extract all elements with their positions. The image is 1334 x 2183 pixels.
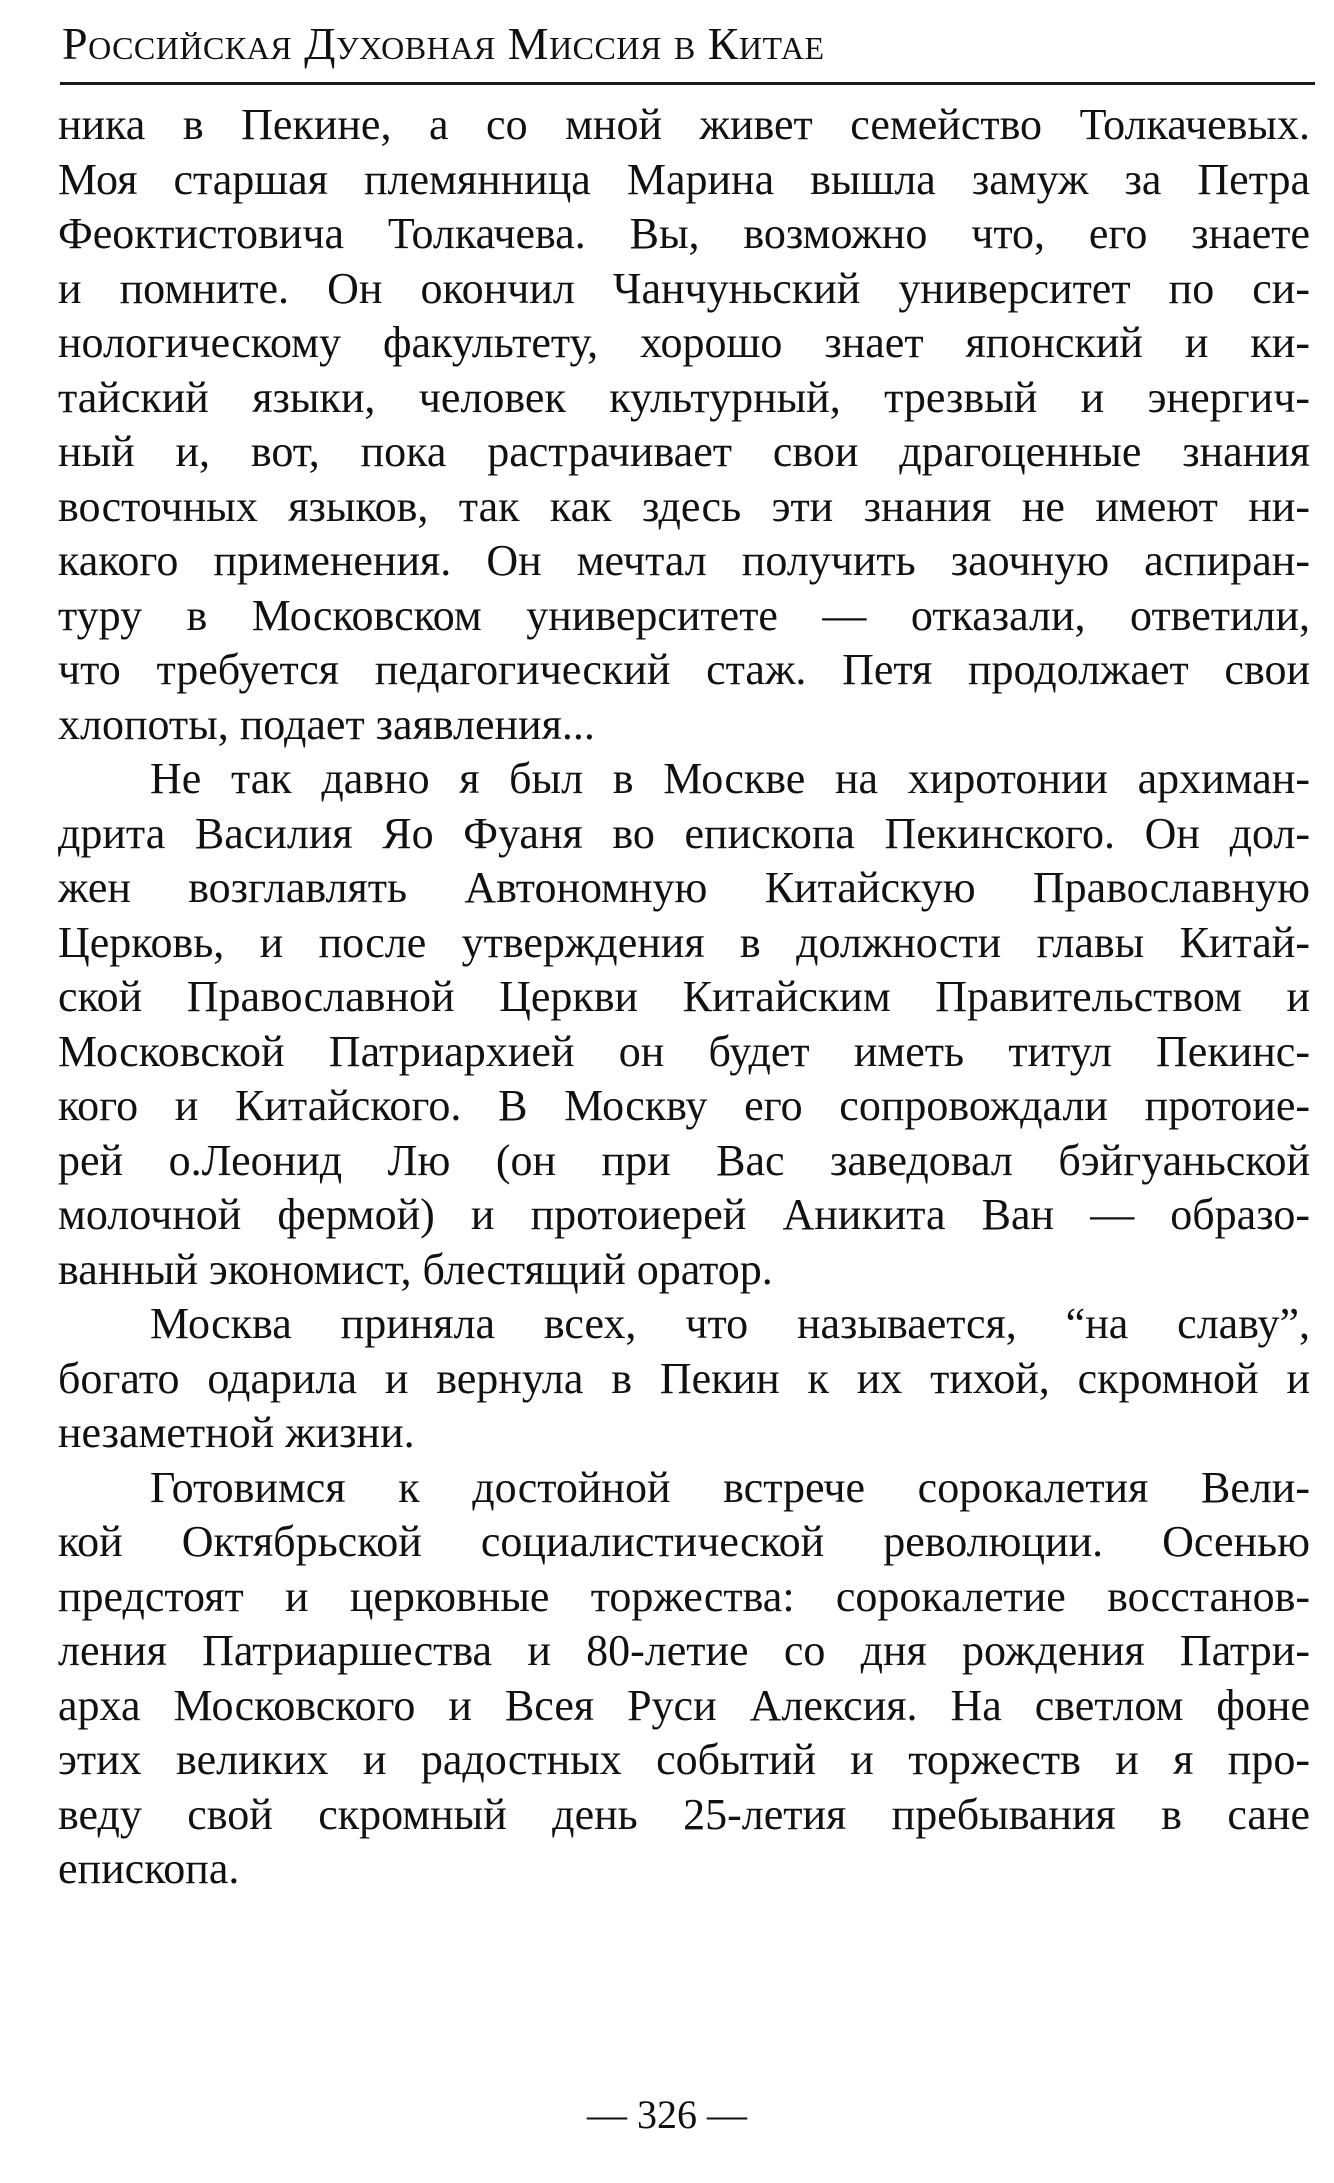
text-line: дрита Василия Яо Фуаня во епископа Пекинского. Он дол- [58, 808, 1310, 858]
text-line: туру в Московском университете — отказали, ответили, [58, 590, 1310, 640]
text-line: какого применения. Он мечтал получить заочную аспиран- [58, 536, 1310, 585]
text-line: тайский языки, человек культурный, трезвый и энергич- [58, 372, 1310, 422]
text-line: молочной фермой) и протоиерей Аникита Ван — образо- [58, 1190, 1310, 1239]
text-line: что требуется педагогический стаж. Петя продолжает свои [58, 645, 1310, 694]
paragraph-start-line: Готовимся к достойной встрече сорокалетия Вели- [150, 1462, 1310, 1512]
text-line: ника в Пекине, а со мной живет семейство Толкачевых. [58, 100, 1310, 149]
text-line: ный и, вот, пока растрачивает свои драгоценные знания [58, 427, 1310, 476]
body-text [58, 98, 1310, 1897]
text-line: предстоят и церковные торжества: сорокалетие восстанов- [58, 1571, 1310, 1621]
text-line: Феоктистовича Толкачева. Вы, возможно что, его знаете [58, 209, 1310, 258]
text-line: кого и Китайского. В Москву его сопровождали протоие- [58, 1081, 1310, 1130]
text-line: кой Октябрьской социалистической революции. Осенью [58, 1517, 1310, 1566]
text-line: арха Московского и Всея Руси Алексия. На светлом фоне [58, 1680, 1310, 1730]
text-line: Церковь, и после утверждения в должности главы Китай- [58, 917, 1310, 967]
text-line: Московской Патриархией он будет иметь титул Пекинс- [58, 1026, 1310, 1076]
text-line: ванный экономист, блестящий оратор. [58, 1244, 773, 1294]
text-line: епископа. [58, 1844, 240, 1893]
text-line: хлопоты, подает заявления... [58, 699, 595, 749]
text-line: Моя старшая племянница Марина вышла замуж за Петра [58, 154, 1310, 204]
paragraph-start-line: Не так давно я был в Москве на хиротонии архиман- [150, 754, 1310, 803]
text-line: незаметной жизни. [58, 1408, 415, 1457]
text-line: восточных языков, так как здесь эти знания не имеют ни- [58, 481, 1310, 531]
text-line: ления Патриаршества и 80-летие со дня рождения Патри- [58, 1626, 1310, 1675]
text-line: и помните. Он окончил Чанчуньский университет по си- [58, 263, 1310, 313]
text-line: рей о.Леонид Лю (он при Вас заведовал бэйгуаньской [58, 1135, 1310, 1185]
header-rule [60, 82, 1315, 85]
text-line: богато одарила и вернула в Пекин к их тихой, скромной и [58, 1353, 1310, 1403]
running-head: Российская Духовная Миссия в Китае [62, 18, 825, 69]
text-line: веду свой скромный день 25-летия пребывания в сане [58, 1789, 1310, 1839]
text-line: жен возглавлять Автономную Китайскую Православную [58, 863, 1310, 912]
text-line: этих великих и радостных событий и торжеств и я про- [58, 1735, 1310, 1784]
text-line: нологическому факультету, хорошо знает японский и ки- [58, 318, 1310, 367]
text-line: ской Православной Церкви Китайским Правительством и [58, 972, 1310, 1021]
paragraph-start-line: Москва приняла всех, что называется, “на славу”, [150, 1299, 1310, 1348]
page-number: — 326 — [587, 2092, 747, 2137]
